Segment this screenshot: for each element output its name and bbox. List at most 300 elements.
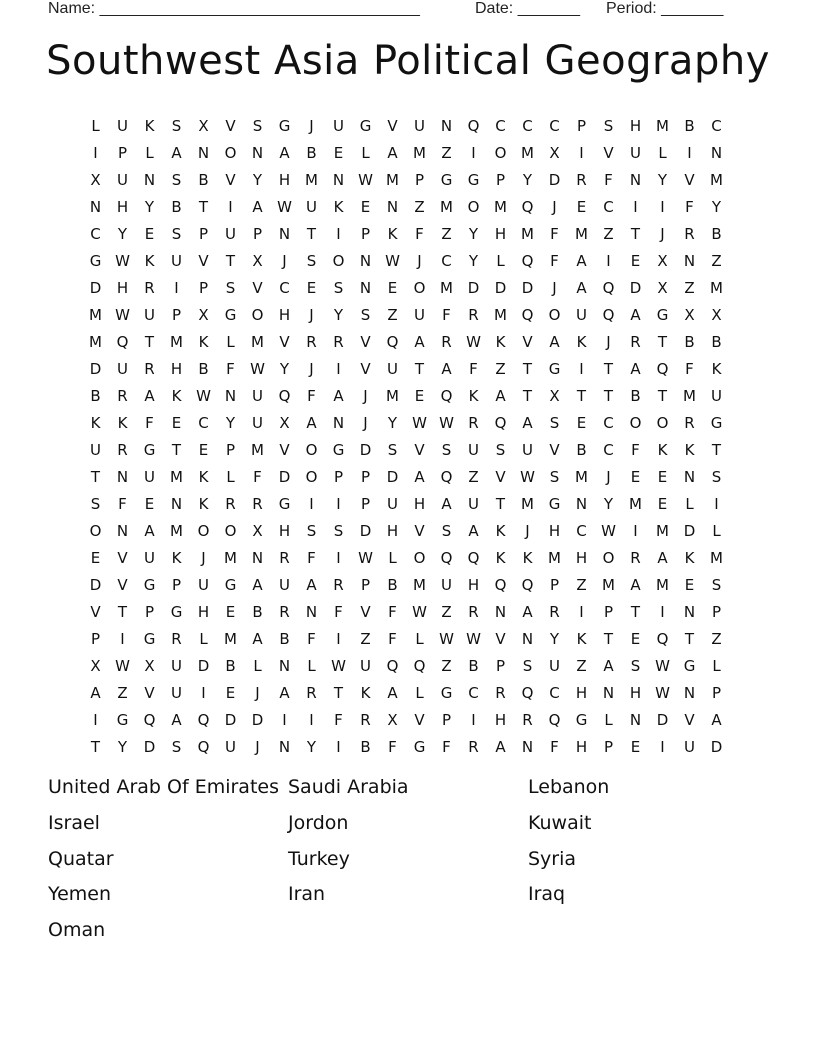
grid-letter: Q — [521, 305, 534, 324]
grid-letter: X — [657, 278, 668, 297]
grid-letter: J — [282, 251, 287, 270]
grid-letter: B — [684, 332, 695, 351]
grid-letter: V — [360, 359, 371, 378]
grid-letter: W — [655, 656, 670, 675]
grid-letter: D — [359, 521, 372, 540]
word-list-item: Lebanon — [528, 776, 610, 798]
grid-letter: K — [711, 359, 722, 378]
grid-letter: J — [309, 359, 314, 378]
grid-letter: C — [441, 251, 452, 270]
grid-letter: U — [441, 575, 452, 594]
grid-letter: H — [575, 683, 588, 702]
grid-letter: T — [90, 467, 101, 486]
grid-letter: A — [171, 710, 182, 729]
grid-letter: T — [576, 386, 587, 405]
grid-letter: L — [226, 332, 235, 351]
grid-letter: U — [252, 413, 263, 432]
grid-letter: W — [466, 629, 481, 648]
grid-letter: Y — [468, 224, 479, 243]
grid-letter: M — [683, 386, 696, 405]
grid-letter: W — [115, 251, 130, 270]
grid-letter: S — [306, 521, 317, 540]
grid-letter: A — [603, 656, 614, 675]
grid-letter: M — [710, 170, 723, 189]
grid-letter: X — [279, 413, 290, 432]
grid-letter: Q — [467, 116, 480, 135]
grid-letter: R — [441, 332, 452, 351]
grid-letter: K — [684, 440, 695, 459]
grid-letter: T — [603, 359, 614, 378]
grid-letter: W — [277, 197, 292, 216]
word-list-item: Quatar — [48, 847, 114, 870]
grid-letter: J — [606, 467, 611, 486]
grid-letter: C — [198, 413, 209, 432]
grid-letter: X — [90, 170, 101, 189]
grid-letter: M — [170, 467, 183, 486]
grid-letter: V — [117, 548, 128, 567]
grid-letter: B — [171, 197, 182, 216]
grid-letter: B — [198, 359, 209, 378]
grid-letter: Q — [197, 710, 210, 729]
grid-letter: N — [683, 602, 696, 621]
grid-letter: Z — [684, 278, 695, 297]
grid-letter: I — [579, 143, 584, 162]
grid-letter: A — [549, 332, 560, 351]
grid-letter: H — [575, 548, 588, 567]
grid-letter: A — [252, 575, 263, 594]
grid-letter: M — [656, 521, 669, 540]
grid-letter: A — [279, 143, 290, 162]
word-list-item: Israel — [48, 811, 100, 834]
grid-letter: W — [250, 359, 265, 378]
grid-letter: A — [630, 305, 641, 324]
grid-letter: G — [440, 170, 453, 189]
grid-letter: Y — [657, 170, 668, 189]
grid-letter: T — [684, 629, 695, 648]
grid-letter: E — [333, 143, 344, 162]
grid-letter: U — [360, 656, 371, 675]
grid-letter: U — [387, 494, 398, 513]
grid-letter: C — [711, 116, 722, 135]
grid-letter: N — [89, 197, 102, 216]
grid-letter: J — [417, 251, 422, 270]
grid-letter: L — [415, 683, 424, 702]
grid-letter: R — [468, 602, 479, 621]
grid-letter: V — [495, 629, 506, 648]
grid-letter: T — [522, 359, 533, 378]
grid-letter: A — [522, 602, 533, 621]
grid-letter: L — [145, 143, 154, 162]
grid-letter: U — [630, 143, 641, 162]
grid-letter: S — [522, 656, 533, 675]
grid-letter: Q — [143, 710, 156, 729]
grid-letter: R — [684, 224, 695, 243]
grid-letter: I — [471, 710, 476, 729]
grid-letter: C — [603, 440, 614, 459]
grid-letter: M — [170, 332, 183, 351]
grid-letter: P — [333, 467, 344, 486]
grid-letter: H — [467, 575, 480, 594]
grid-letter: R — [225, 494, 236, 513]
grid-letter: A — [576, 251, 587, 270]
grid-letter: L — [226, 467, 235, 486]
grid-letter: I — [336, 224, 341, 243]
grid-letter: I — [660, 197, 665, 216]
grid-letter: A — [711, 710, 722, 729]
grid-letter: B — [684, 116, 695, 135]
grid-letter: B — [711, 224, 722, 243]
grid-letter: X — [144, 656, 155, 675]
grid-letter: E — [684, 575, 695, 594]
grid-letter: T — [90, 737, 101, 756]
grid-letter: I — [633, 521, 638, 540]
grid-letter: O — [305, 440, 318, 459]
grid-letter: N — [143, 170, 156, 189]
grid-letter: T — [414, 359, 425, 378]
grid-letter: M — [548, 548, 561, 567]
grid-letter: K — [144, 251, 155, 270]
grid-letter: N — [251, 548, 264, 567]
grid-letter: F — [550, 224, 559, 243]
grid-letter: L — [91, 116, 100, 135]
grid-letter: R — [360, 710, 371, 729]
grid-letter: R — [522, 710, 533, 729]
grid-letter: Q — [521, 251, 534, 270]
grid-letter: Q — [467, 548, 480, 567]
grid-letter: X — [711, 305, 722, 324]
grid-letter: O — [332, 251, 345, 270]
grid-letter: A — [468, 521, 479, 540]
grid-letter: K — [468, 386, 479, 405]
grid-letter: V — [684, 170, 695, 189]
grid-letter: Z — [576, 575, 587, 594]
grid-letter: E — [630, 737, 641, 756]
grid-letter: F — [631, 440, 640, 459]
grid-letter: F — [307, 386, 316, 405]
grid-letter: T — [144, 332, 155, 351]
grid-letter: Q — [521, 197, 534, 216]
grid-letter: Q — [386, 656, 399, 675]
grid-letter: N — [278, 224, 291, 243]
grid-letter: I — [660, 737, 665, 756]
grid-letter: Z — [387, 305, 398, 324]
grid-letter: O — [656, 413, 669, 432]
grid-letter: U — [576, 305, 587, 324]
grid-letter: N — [278, 737, 291, 756]
grid-letter: I — [660, 602, 665, 621]
grid-letter: Z — [468, 467, 479, 486]
grid-letter: S — [360, 305, 371, 324]
grid-letter: Q — [197, 737, 210, 756]
word-list-item: Turkey — [288, 847, 350, 870]
grid-letter: K — [117, 413, 128, 432]
grid-letter: U — [117, 170, 128, 189]
grid-letter: T — [171, 440, 182, 459]
grid-letter: U — [549, 656, 560, 675]
grid-letter: V — [414, 440, 425, 459]
grid-letter: E — [198, 440, 209, 459]
grid-letter: Y — [306, 737, 317, 756]
grid-letter: U — [306, 197, 317, 216]
grid-letter: O — [224, 143, 237, 162]
grid-letter: I — [471, 143, 476, 162]
grid-letter: R — [549, 602, 560, 621]
grid-letter: I — [714, 494, 719, 513]
grid-letter: N — [521, 629, 534, 648]
grid-letter: Y — [603, 494, 614, 513]
grid-letter: G — [575, 710, 588, 729]
grid-letter: A — [495, 737, 506, 756]
grid-letter: L — [658, 143, 667, 162]
grid-letter: I — [174, 278, 179, 297]
grid-letter: S — [495, 440, 506, 459]
grid-letter: Y — [117, 224, 128, 243]
grid-letter: L — [199, 629, 208, 648]
grid-letter: H — [548, 521, 561, 540]
grid-letter: U — [198, 575, 209, 594]
grid-letter: M — [251, 332, 264, 351]
word-list-item: Saudi Arabia — [288, 776, 409, 798]
grid-letter: S — [252, 116, 263, 135]
grid-letter: E — [414, 386, 425, 405]
grid-letter: D — [143, 737, 156, 756]
grid-letter: W — [385, 251, 400, 270]
grid-letter: J — [606, 332, 611, 351]
grid-letter: N — [494, 602, 507, 621]
grid-letter: M — [494, 197, 507, 216]
word-list-item: United Arab Of Emirates — [48, 776, 279, 798]
grid-letter: I — [282, 710, 287, 729]
grid-letter: F — [685, 197, 694, 216]
grid-letter: Q — [602, 305, 615, 324]
grid-letter: A — [252, 197, 263, 216]
grid-letter: Q — [494, 575, 507, 594]
grid-letter: Q — [278, 386, 291, 405]
grid-letter: Z — [711, 629, 722, 648]
grid-letter: G — [224, 305, 237, 324]
grid-letter: Q — [656, 629, 669, 648]
grid-letter: Q — [548, 710, 561, 729]
grid-letter: S — [441, 440, 452, 459]
grid-letter: H — [116, 197, 129, 216]
grid-letter: Z — [441, 656, 452, 675]
grid-letter: W — [358, 170, 373, 189]
grid-letter: F — [469, 359, 478, 378]
grid-letter: R — [333, 332, 344, 351]
grid-letter: I — [579, 602, 584, 621]
grid-letter: T — [198, 197, 209, 216]
grid-letter: T — [603, 386, 614, 405]
grid-letter: Y — [279, 359, 290, 378]
grid-letter: A — [441, 359, 452, 378]
grid-letter: R — [468, 413, 479, 432]
grid-letter: U — [711, 386, 722, 405]
grid-letter: D — [89, 278, 102, 297]
grid-letter: W — [466, 332, 481, 351]
grid-letter: N — [629, 170, 642, 189]
grid-letter: K — [522, 548, 533, 567]
grid-letter: S — [630, 656, 641, 675]
grid-letter: S — [306, 251, 317, 270]
grid-letter: C — [495, 116, 506, 135]
grid-letter: P — [603, 737, 614, 756]
grid-letter: F — [442, 305, 451, 324]
grid-letter: M — [656, 575, 669, 594]
grid-letter: J — [255, 683, 260, 702]
grid-letter: A — [387, 143, 398, 162]
grid-letter: I — [309, 494, 314, 513]
grid-letter: K — [387, 224, 398, 243]
grid-letter: C — [468, 683, 479, 702]
grid-letter: A — [495, 386, 506, 405]
grid-letter: G — [143, 440, 156, 459]
grid-letter: E — [90, 548, 101, 567]
grid-letter: N — [602, 683, 615, 702]
grid-letter: Y — [117, 737, 128, 756]
grid-letter: Y — [387, 413, 398, 432]
grid-letter: I — [336, 548, 341, 567]
grid-letter: R — [144, 359, 155, 378]
grid-letter: X — [252, 251, 263, 270]
grid-letter: M — [494, 305, 507, 324]
grid-letter: K — [198, 494, 209, 513]
grid-letter: U — [144, 548, 155, 567]
grid-letter: I — [606, 251, 611, 270]
grid-letter: V — [117, 575, 128, 594]
grid-letter: H — [494, 710, 507, 729]
grid-letter: F — [442, 737, 451, 756]
grid-letter: A — [90, 683, 101, 702]
grid-letter: U — [225, 737, 236, 756]
grid-letter: G — [170, 602, 183, 621]
grid-letter: G — [440, 683, 453, 702]
grid-letter: Y — [468, 251, 479, 270]
grid-letter: M — [224, 629, 237, 648]
grid-letter: P — [360, 575, 371, 594]
grid-letter: G — [116, 710, 129, 729]
grid-letter: E — [657, 494, 668, 513]
grid-letter: R — [684, 413, 695, 432]
grid-letter: S — [711, 575, 722, 594]
grid-letter: Q — [656, 359, 669, 378]
grid-letter: U — [468, 440, 479, 459]
grid-letter: U — [279, 575, 290, 594]
grid-letter: E — [630, 629, 641, 648]
grid-letter: D — [629, 278, 642, 297]
grid-letter: M — [413, 575, 426, 594]
grid-letter: J — [552, 278, 557, 297]
grid-letter: B — [198, 170, 209, 189]
word-list-item: Jordon — [288, 811, 349, 834]
grid-letter: M — [89, 332, 102, 351]
grid-letter: K — [144, 116, 155, 135]
grid-letter: X — [549, 386, 560, 405]
grid-letter: D — [89, 575, 102, 594]
grid-letter: U — [468, 494, 479, 513]
grid-letter: O — [305, 467, 318, 486]
page-title: Southwest Asia Political Geography — [46, 38, 770, 84]
grid-letter: F — [334, 602, 343, 621]
grid-letter: M — [575, 467, 588, 486]
grid-letter: E — [144, 224, 155, 243]
grid-letter: J — [552, 197, 557, 216]
grid-letter: X — [549, 143, 560, 162]
grid-letter: Y — [522, 170, 533, 189]
grid-letter: L — [253, 656, 262, 675]
grid-letter: U — [414, 305, 425, 324]
grid-letter: B — [306, 143, 317, 162]
grid-letter: R — [630, 332, 641, 351]
grid-letter: R — [117, 386, 128, 405]
grid-letter: N — [575, 494, 588, 513]
grid-letter: X — [387, 710, 398, 729]
grid-letter: X — [90, 656, 101, 675]
grid-letter: U — [387, 359, 398, 378]
grid-letter: C — [549, 683, 560, 702]
grid-letter: Z — [441, 224, 452, 243]
word-search-grid — [82, 112, 730, 760]
grid-letter: K — [198, 332, 209, 351]
grid-letter: D — [89, 359, 102, 378]
grid-letter: L — [712, 656, 721, 675]
grid-letter: O — [413, 548, 426, 567]
grid-letter: B — [90, 386, 101, 405]
grid-letter: T — [225, 251, 236, 270]
grid-letter: Z — [711, 251, 722, 270]
grid-letter: D — [197, 656, 210, 675]
grid-letter: E — [306, 278, 317, 297]
grid-letter: G — [359, 116, 372, 135]
grid-letter: J — [309, 116, 314, 135]
grid-letter: K — [171, 386, 182, 405]
grid-letter: Q — [602, 278, 615, 297]
grid-letter: G — [278, 116, 291, 135]
grid-letter: J — [255, 737, 260, 756]
grid-letter: T — [630, 224, 641, 243]
grid-letter: Z — [414, 197, 425, 216]
grid-letter: U — [117, 116, 128, 135]
grid-letter: E — [144, 494, 155, 513]
grid-letter: E — [360, 197, 371, 216]
grid-letter: D — [224, 710, 237, 729]
grid-letter: Q — [440, 467, 453, 486]
grid-letter: U — [117, 359, 128, 378]
grid-letter: O — [197, 521, 210, 540]
grid-letter: P — [252, 224, 263, 243]
grid-letter: C — [522, 116, 533, 135]
word-list-item: Yemen — [48, 883, 112, 906]
grid-letter: P — [711, 683, 722, 702]
grid-letter: O — [413, 278, 426, 297]
grid-letter: L — [496, 251, 505, 270]
grid-letter: E — [387, 278, 398, 297]
grid-letter: N — [683, 467, 696, 486]
grid-letter: E — [171, 413, 182, 432]
grid-letter: A — [144, 521, 155, 540]
grid-letter: A — [144, 386, 155, 405]
grid-letter: B — [468, 656, 479, 675]
grid-letter: L — [712, 521, 721, 540]
grid-letter: W — [412, 602, 427, 621]
grid-letter: C — [603, 197, 614, 216]
grid-letter: V — [279, 440, 290, 459]
grid-letter: D — [521, 278, 534, 297]
grid-letter: H — [386, 521, 399, 540]
grid-letter: Z — [117, 683, 128, 702]
grid-letter: A — [171, 143, 182, 162]
word-list — [48, 776, 768, 955]
grid-letter: U — [171, 251, 182, 270]
